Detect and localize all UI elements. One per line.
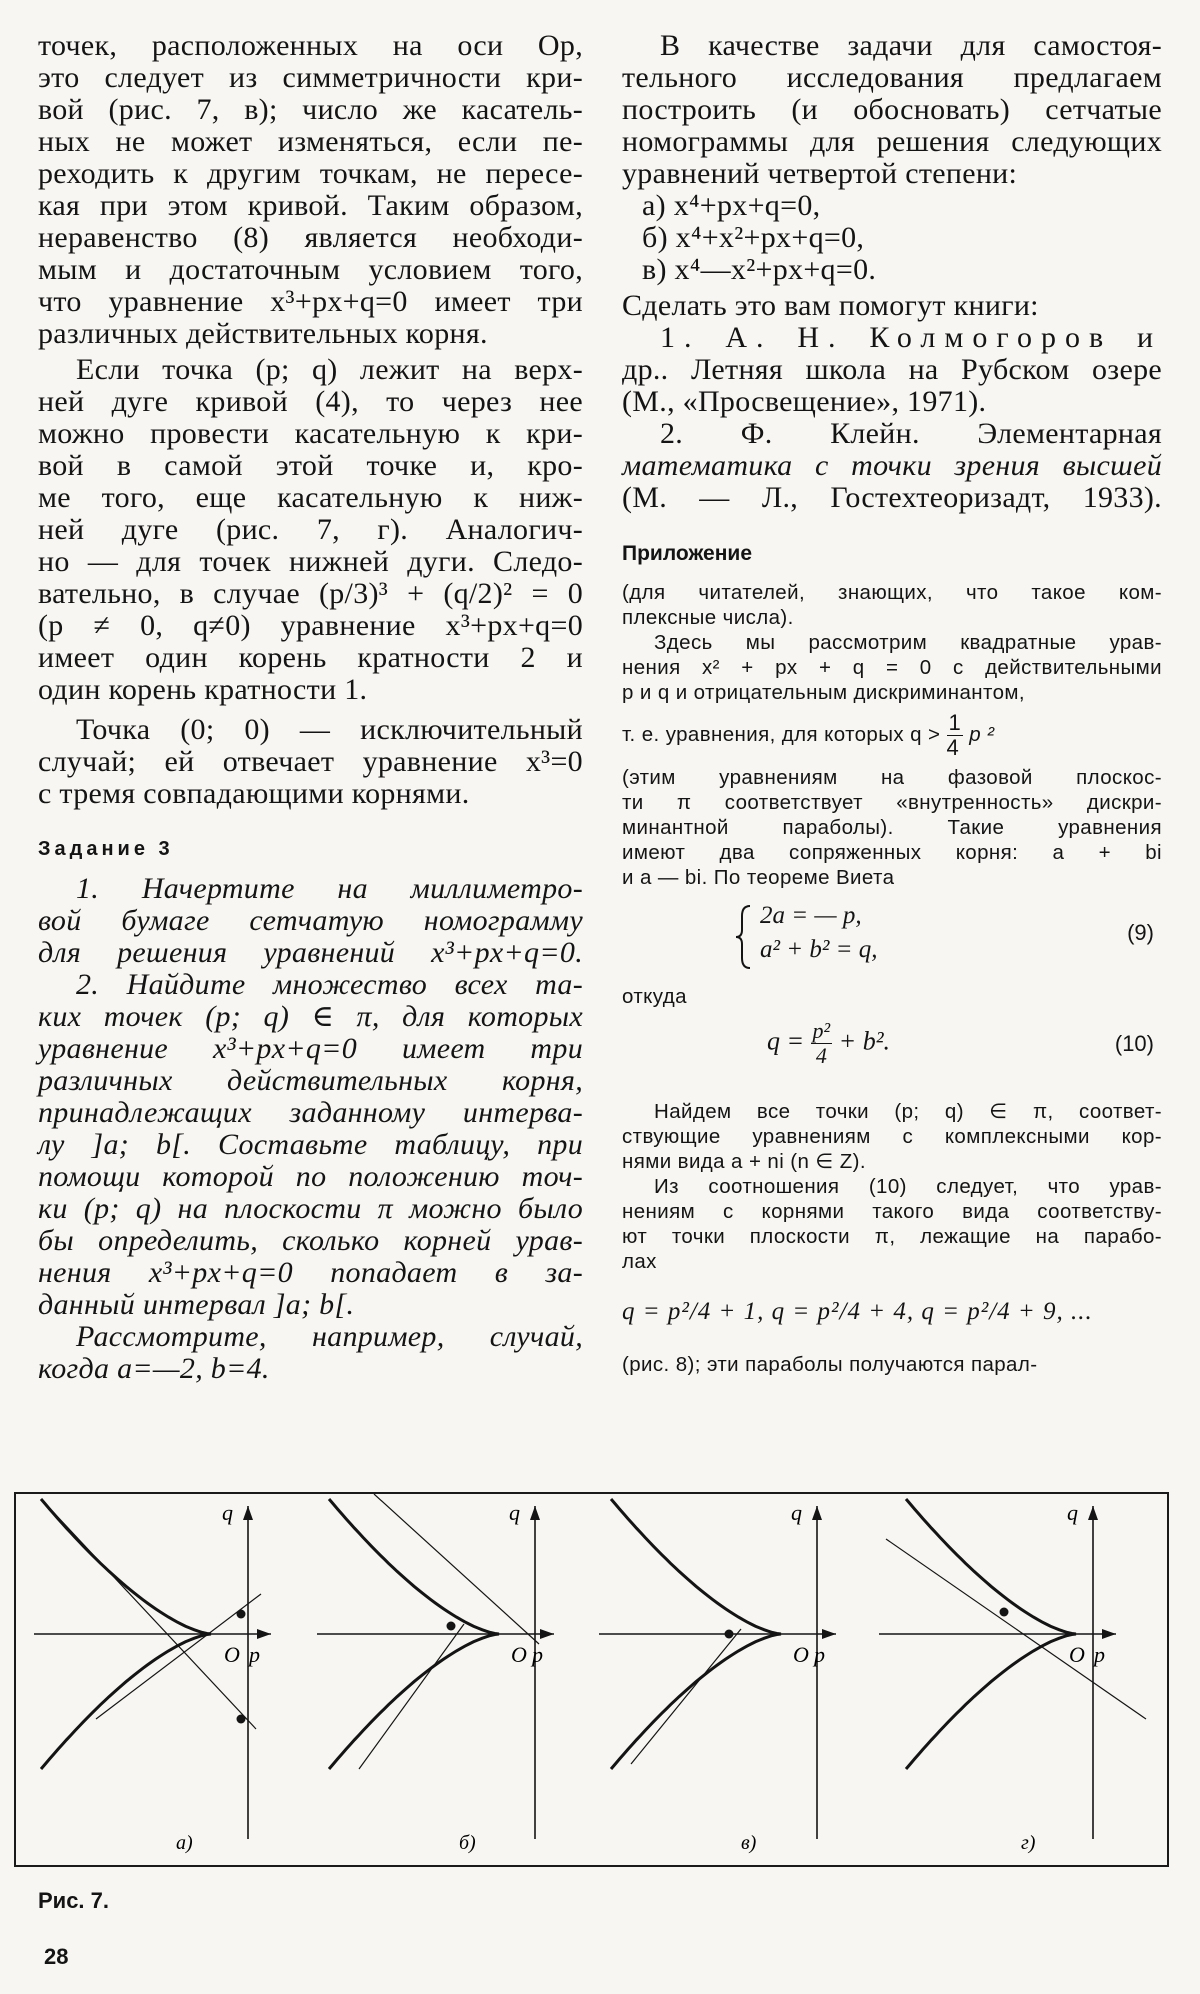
panel-label: а) [176,1832,193,1854]
appendix-body-c [622,1099,1162,1274]
task-line: 1. Начертите на миллиметро- [76,872,583,905]
panel-label: б) [459,1832,476,1854]
right-column [622,30,1162,1377]
left-para-2 [38,354,583,706]
tangent-line [886,1539,1146,1719]
tangent-point [237,1715,246,1724]
vieta-system [622,900,1162,978]
q-axis-label: q [222,1500,233,1525]
text-line: кая при этом кривой. Таким образом, [38,189,583,222]
upper-branch [611,1499,781,1634]
equation-item: в) x⁴—x²+px+q=0. [642,253,877,286]
last-line: (рис. 8); эти параболы получаются парал- [622,1353,1038,1376]
text-line: ных не может изменяться, если пе- [38,125,583,158]
text-line: В качестве задачи для самостоя- [660,29,1162,62]
figure-panel [317,1494,554,1854]
appendix-line: имеют два сопряженных корня: a + bi [622,841,1162,864]
tangent-line [41,1499,256,1729]
appendix-line: Найдем все точки (p; q) ∈ π, соответ- [654,1100,1162,1123]
book1-publisher: (М., «Просвещение», 1971). [622,385,987,418]
appendix-line: лах [622,1250,657,1273]
text-line: тельного исследования предлагаем [622,61,1162,94]
appendix-body-a [622,580,1162,705]
appendix-line: плексные числа). [622,606,794,629]
appendix-line: минантной параболы). Такие уравнения [622,816,1162,839]
lower-branch [329,1634,499,1769]
panel-label: г) [1021,1832,1036,1854]
tangent-point [447,1622,456,1631]
text-line: можно провести касательную к кри- [38,417,583,450]
p-axis-label: p [1094,1642,1105,1667]
text-line: номограммы для решения следующих [622,125,1162,158]
task-line: бы определить, сколько корней урав- [38,1224,583,1257]
task-heading: Задание 3 [38,838,174,860]
task-line: принадлежащих заданному интерва- [38,1096,583,1129]
task-line: ки (p; q) на плоскости π можно было [38,1192,583,1225]
task-line: для решения уравнений x³+px+q=0. [38,936,583,969]
appendix-line: Здесь мы рассмотрим квадратные урав- [654,631,1162,654]
text-line: имеет один корень кратности 2 и [38,641,583,674]
text-line: реходить к другим точкам, не пересе- [38,157,583,190]
parabolas-line: q = p²/4 + 1, q = p²/4 + 4, q = p²/4 + 9, ... [622,1298,1093,1325]
tangent-line [631,1629,741,1764]
task-line: различных действительных корня, [38,1064,583,1097]
equations-list [642,190,1162,286]
appendix-line: нями вида a + ni (n ∈ Z). [622,1150,866,1173]
system-line-2: a² + b² = q, [760,936,878,963]
text-line: ней дуге кривой (4), то через нее [38,385,583,418]
fraction-one-quarter: $\frac{1}{4}$ [946,710,962,761]
upper-branch [41,1499,211,1634]
text-line: построить (и обосновать) сетчатые [622,93,1162,126]
appendix-line: ствующие уравнениям с комплексными кор- [622,1125,1162,1148]
system-line-1: 2a = — p, [760,902,862,929]
appendix-body-b [622,765,1162,890]
left-column [38,30,583,1385]
appendix-line: Из соотношения (10) следует, что урав- [654,1175,1162,1198]
eq10-rhs: + b². [838,1026,890,1056]
text-line: (p ≠ 0, q≠0) уравнение x³+px+q=0 [38,609,583,642]
appendix-line: (для читателей, знающих, что такое ком- [622,581,1162,604]
appendix-heading: Приложение [622,542,753,565]
task-line: ких точек (p; q) ∈ π, для которых [38,1000,583,1033]
right-para-1 [622,30,1162,190]
book2-author: 2. Ф. Клейн. Элементарная [660,417,1162,450]
text-line: один корень кратности 1. [38,673,368,706]
text-line: но — для точек нижней дуги. Следо- [38,545,583,578]
appendix-line: ти π соответствует «внутренность» дискри- [622,791,1162,814]
text-line: ней дуге (рис. 7, г). Аналогич- [38,513,583,546]
book1-author: 1. А. Н. Колмогоров и [660,321,1162,354]
q-axis-label: q [509,1500,520,1525]
lower-branch [906,1634,1076,1769]
origin-label: O [224,1642,240,1667]
q-axis-arrow-icon [1088,1506,1098,1520]
tangent-point [725,1630,734,1639]
p-axis-label: p [249,1642,260,1667]
book1-title: др.. Летняя школа на Рубском озере [622,353,1162,386]
brace-icon [734,904,754,970]
panel-label: в) [741,1832,757,1854]
eq10-fraction: $\frac{\text{p²}}{4}$ [812,1018,831,1068]
books-intro: Сделать это вам помогут книги: [622,289,1039,322]
appendix-line: нениям с корнями такого вида соответству- [622,1200,1162,1223]
q-axis-label: q [791,1500,802,1525]
appendix-line: нения x² + px + q = 0 с действительными [622,656,1162,679]
p-axis-arrow-icon [540,1629,554,1639]
origin-label: O [511,1642,527,1667]
book2-title: математика с точки зрения высшей [622,449,1162,482]
equation-number-9: (9) [1127,920,1154,945]
q-axis-arrow-icon [530,1506,540,1520]
p-axis-arrow-icon [257,1629,271,1639]
tangent-line [359,1624,464,1769]
task-line: Рассмотрите, например, случай, [76,1320,583,1353]
p-axis-label: p [532,1642,543,1667]
otkuda-text: откуда [622,985,687,1008]
text-line: Если точка (p; q) лежит на верх- [76,353,583,386]
text-line: различных действительных корня. [38,317,488,350]
p-axis-label: p [814,1642,825,1667]
text-line: вой в самой этой точке и, кро- [38,449,583,482]
origin-label: O [1069,1642,1085,1667]
lower-branch [611,1634,781,1769]
task-line: нения x³+px+q=0 попадает в за- [38,1256,583,1289]
appendix-line: ют точки плоскости π, лежащие на парабо- [622,1225,1162,1248]
task-line: когда a=—2, b=4. [38,1352,270,1385]
page-number: 28 [44,1944,69,1969]
text-line: с тремя совпадающими корнями. [38,777,470,810]
upper-branch [906,1499,1076,1634]
task-line: вой бумаге сетчатую номограмму [38,904,583,937]
text-line: случай; ей отвечает уравнение x³=0 [38,745,583,778]
appendix-line: (этим уравнениям на фазовой плоскос- [622,766,1162,789]
figure-7 [14,1492,1169,1867]
text-line: что уравнение x³+px+q=0 имеет три [38,285,583,318]
q-axis-label: q [1067,1500,1078,1525]
q-axis-arrow-icon [243,1506,253,1520]
task-line: лу ]a; b[. Составьте таблицу, при [38,1128,583,1161]
tangent-point [237,1610,246,1619]
text-line: ме того, еще касательную к ниж- [38,481,583,514]
task-line: помощи которой по положению точ- [38,1160,583,1193]
equation-number-10: (10) [1114,1031,1154,1056]
parabolas-formula [622,1282,1162,1346]
q-axis-arrow-icon [812,1506,822,1520]
left-para-3 [38,714,583,810]
appendix-line: p и q и отрицательным дискриминантом, [622,681,1025,704]
figure-7-svg [16,1494,1167,1865]
task-line: данный интервал ]a; b[. [38,1288,355,1321]
appendix-line: и a — bi. По теореме Виета [622,866,895,889]
text-line: Точка (0; 0) — исключительный [76,713,583,746]
text-line: неравенство (8) является необходи- [38,221,583,254]
task-line: 2. Найдите множество всех та- [76,968,583,1001]
figure-caption: Рис. 7. [38,1888,110,1913]
formula-10 [622,1013,1162,1085]
left-para-1 [38,30,583,350]
text-line: точек, расположенных на оси Op, [38,29,583,62]
figure-panel [34,1499,271,1854]
text-line: вой (рис. 7, в); число же касатель- [38,93,583,126]
text-line: вательно, в случае (p/3)³ + (q/2)² = 0 [38,577,583,610]
upper-branch [329,1499,499,1634]
equation-item: б) x⁴+x²+px+q=0, [642,221,865,254]
tangent-point [1000,1608,1009,1617]
book2-publisher: (М. — Л., Гостехтеоризадт, 1933). [622,481,1162,514]
p-axis-arrow-icon [822,1629,836,1639]
equation-item: а) x⁴+px+q=0, [642,189,821,222]
p-axis-arrow-icon [1102,1629,1116,1639]
text-line: мым и достаточным условием того, [38,253,583,286]
figure-panel [599,1499,836,1854]
eq10-lhs: q = [767,1026,805,1056]
figure-panel [879,1499,1146,1854]
origin-label: O [793,1642,809,1667]
task-body [38,873,583,1385]
appendix-te-line: т. е. уравнения, для которых q > $\frac{1}{4}$ p ² [622,710,995,761]
task-line: уравнение x³+px+q=0 имеет три [38,1032,583,1065]
text-line: это следует из симметричности кри- [38,61,583,94]
text-line: уравнений четвертой степени: [622,157,1018,190]
